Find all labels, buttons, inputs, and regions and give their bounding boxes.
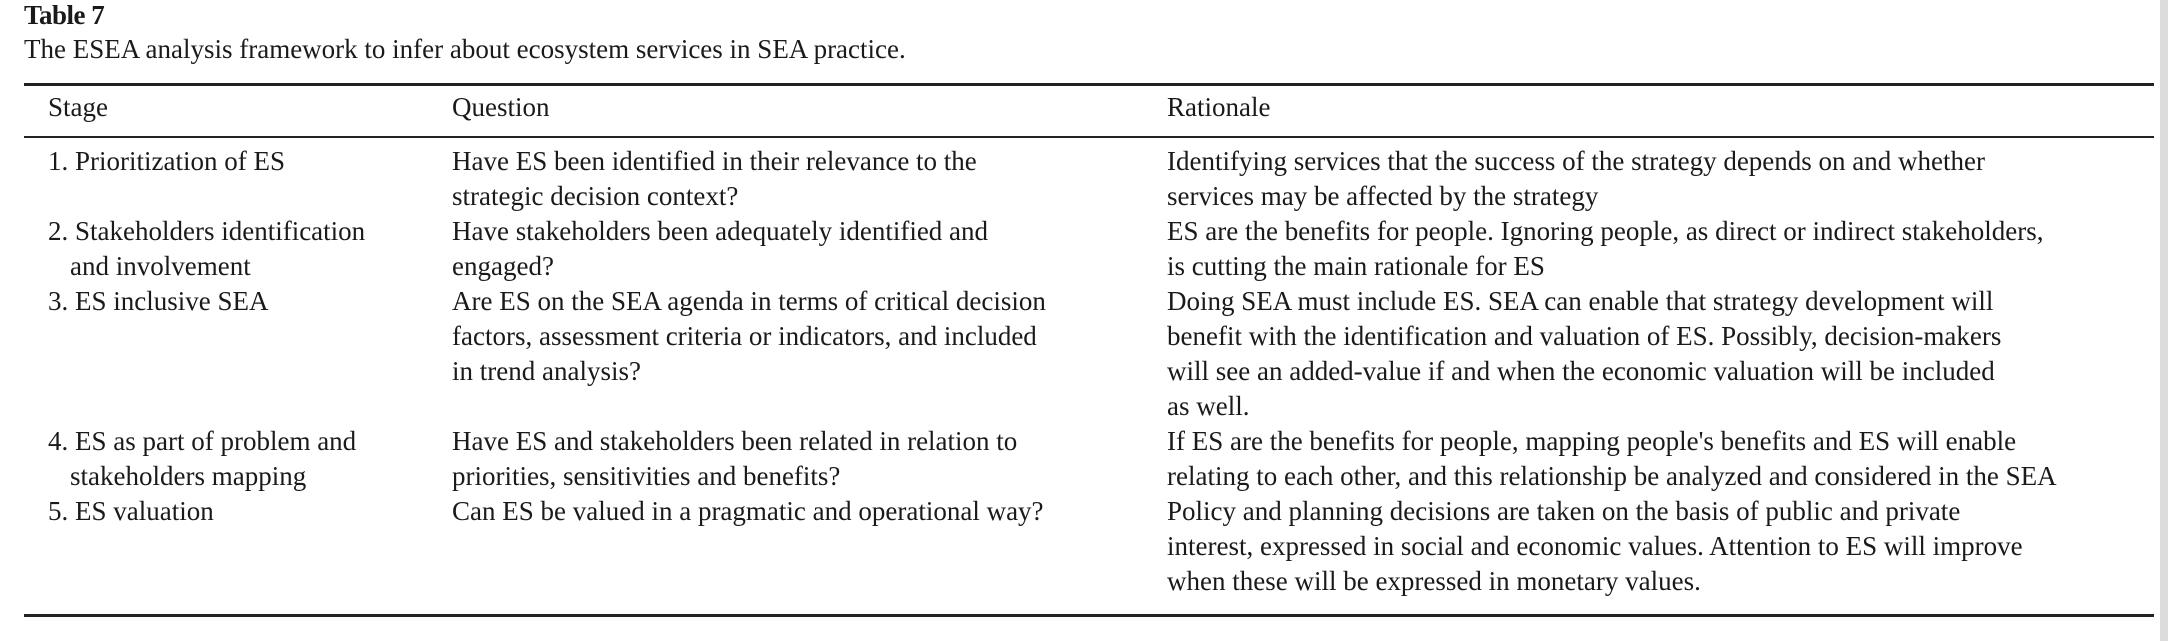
- header-question: Question: [452, 92, 550, 122]
- header-stage: Stage: [48, 92, 108, 122]
- row-5-rationale-line: when these will be expressed in monetary values.: [1167, 566, 1701, 596]
- row-4-stage-line: stakeholders mapping: [70, 461, 307, 491]
- row-2-rationale: [1167, 214, 2147, 284]
- row-3-rationale-line: benefit with the identification and valuation of ES. Possibly, decision-makers: [1167, 321, 2002, 351]
- row-3-question: [452, 284, 1142, 389]
- row-3-rationale-line: will see an added-value if and when the economic valuation will be included: [1167, 356, 1995, 386]
- row-2-stage-line: 2. Stakeholders identification: [48, 216, 366, 246]
- row-4-rationale: [1167, 424, 2147, 494]
- row-2-question-line: Have stakeholders been adequately identified and: [452, 216, 989, 246]
- row-1-question: [452, 144, 1142, 214]
- row-1-rationale: [1167, 144, 2147, 214]
- row-2-question: [452, 214, 1142, 284]
- row-1-stage-line: 1. Prioritization of ES: [48, 146, 285, 176]
- row-1-rationale-line: Identifying services that the success of the strategy depends on and whether: [1167, 146, 1985, 176]
- table-caption: The ESEA analysis framework to infer about ecosystem services in SEA practice.: [24, 34, 906, 64]
- table-top-rule: [24, 83, 2154, 86]
- row-5-rationale: [1167, 494, 2147, 599]
- row-3-question-line: Are ES on the SEA agenda in terms of critical decision: [452, 286, 1046, 316]
- row-5-stage-line: 5. ES valuation: [48, 496, 214, 526]
- row-2-rationale-line: is cutting the main rationale for ES: [1167, 251, 1545, 281]
- row-2-stage: [48, 214, 418, 284]
- row-5-rationale-line: Policy and planning decisions are taken on the basis of public and private: [1167, 496, 1961, 526]
- row-1-question-line: Have ES been identified in their relevance to the: [452, 146, 977, 176]
- row-4-stage: [48, 424, 418, 494]
- row-3-rationale: [1167, 284, 2147, 424]
- row-1-rationale-line: services may be affected by the strategy: [1167, 181, 1599, 211]
- row-5-stage: [48, 494, 418, 529]
- row-4-rationale-line: relating to each other, and this relationship be analyzed and considered in the SEA: [1167, 461, 2057, 491]
- row-3-question-line: in trend analysis?: [452, 356, 641, 386]
- row-3-rationale-line: as well.: [1167, 391, 1250, 421]
- row-1-stage: [48, 144, 418, 179]
- row-2-question-line: engaged?: [452, 251, 554, 281]
- row-5-question-line: Can ES be valued in a pragmatic and operational way?: [452, 496, 1044, 526]
- row-3-question-line: factors, assessment criteria or indicators, and included: [452, 321, 1037, 351]
- row-4-stage-line: 4. ES as part of problem and: [48, 426, 357, 456]
- row-2-stage-line: and involvement: [70, 251, 251, 281]
- row-4-question-line: priorities, sensitivities and benefits?: [452, 461, 841, 491]
- row-4-rationale-line: If ES are the benefits for people, mapping people's benefits and ES will enable: [1167, 426, 2017, 456]
- row-4-question: [452, 424, 1142, 494]
- row-2-rationale-line: ES are the benefits for people. Ignoring people, as direct or indirect stakeholders,: [1167, 216, 2044, 246]
- table-bottom-rule: [24, 614, 2154, 617]
- row-1-question-line: strategic decision context?: [452, 181, 739, 211]
- row-3-rationale-line: Doing SEA must include ES. SEA can enable that strategy development will: [1167, 286, 1994, 316]
- row-4-question-line: Have ES and stakeholders been related in relation to: [452, 426, 1018, 456]
- header-rationale: Rationale: [1167, 92, 1271, 122]
- row-5-question: [452, 494, 1142, 529]
- row-3-stage: [48, 284, 418, 319]
- row-5-rationale-line: interest, expressed in social and economic values. Attention to ES will improve: [1167, 531, 2023, 561]
- scrollbar-track[interactable]: [2160, 0, 2168, 641]
- table-label: Table 7: [24, 0, 105, 30]
- row-3-stage-line: 3. ES inclusive SEA: [48, 286, 269, 316]
- table-header-rule: [24, 136, 2154, 138]
